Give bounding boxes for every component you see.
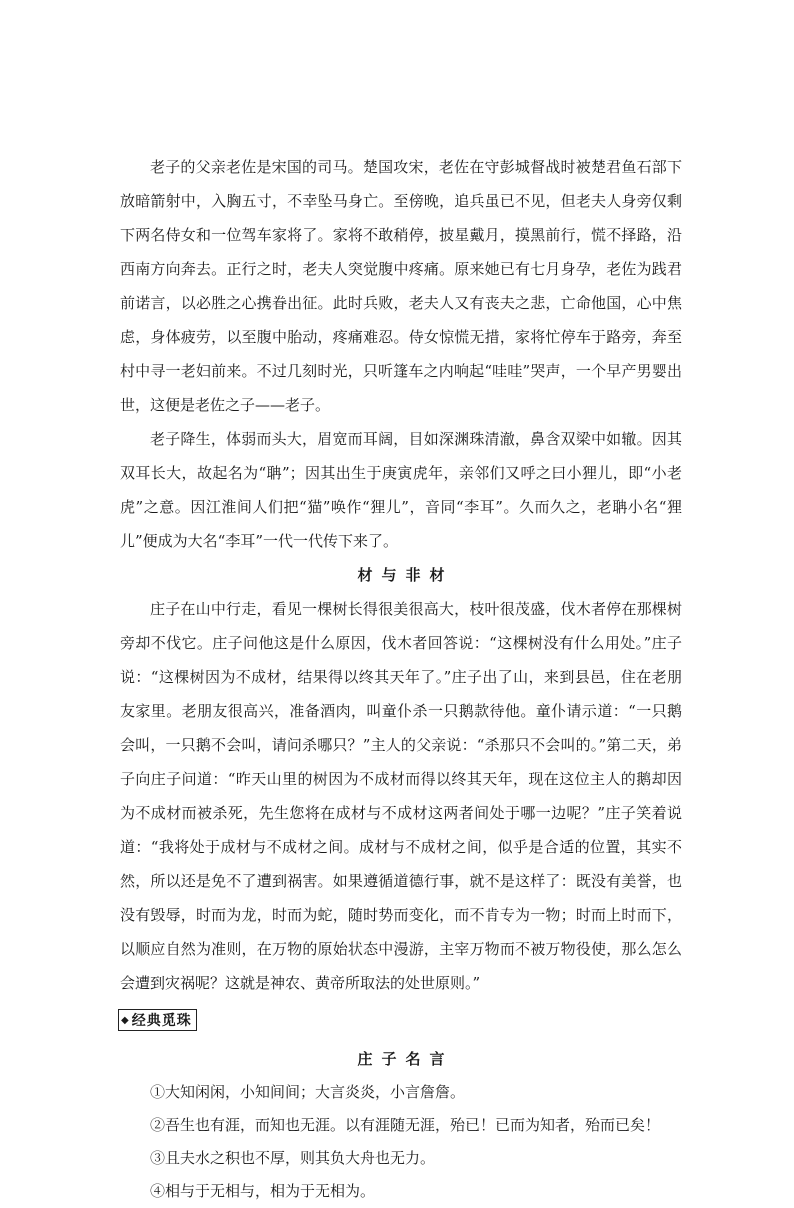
quote-item: ③且夫水之积也不厚，则其负大舟也无力。: [150, 1149, 436, 1167]
quote-item: ④相与于无相与，相为于无相为。: [150, 1182, 376, 1200]
tag-row: [120, 1002, 682, 1036]
section-title-cai-yu-fei-cai: 材与非材: [357, 566, 454, 584]
tag-label: 经典觅珠: [131, 1013, 192, 1029]
document-page: [120, 150, 682, 1208]
diamond-icon: ◆: [121, 1014, 130, 1026]
quote-item: ①大知闲闲，小知间间；大言炎炎，小言詹詹。: [150, 1083, 466, 1101]
quote-item: ②吾生也有涯，而知也无涯。以有涯随无涯，殆已！已而为知者，殆而已矣！: [150, 1116, 661, 1134]
intro-paragraph-2: 老子降生，体弱而头大，眉宽而耳阔，目如深渊珠清澈，鼻含双梁中如辙。因其双耳长大，故起名为“聃”；因其出生于庚寅虎年，亲邻们又呼之曰小狸儿，即“小老虎”之意。因江淮间人们把“猫”唤作“狸儿”，音同“李耳”。久而久之，老聃小名“狸儿”便成为大名“李耳”一代一代传下来了。: [120, 430, 682, 550]
intro-paragraph-1: 老子的父亲老佐是宋国的司马。楚国攻宋，老佐在守彭城督战时被楚君鱼石部下放暗箭射中，入胸五寸，不幸坠马身亡。至傍晚，追兵虽已不见，但老夫人身旁仅剩下两名侍女和一位驾车家将了。家将不敢稍停，披星戴月，摸黑前行，慌不择路，沿西南方向奔去。正行之时，老夫人突觉腹中疼痛。原来她已有七月身孕，老佐为践君前诺言，以必胜之心携眷出征。此时兵败，老夫人又有丧夫之悲，亡命他国，心中焦虑，身体疲劳，以至腹中胎动，疼痛难忍。侍女惊慌无措，家将忙停车于路旁，奔至村中寻一老妇前来。不过几刻时光，只听篷车之内响起“哇哇”哭声，一个早产男婴出世，这便是老佐之子——老子。: [120, 158, 682, 414]
section-title-zhuangzi-mingyan: 庄子名言: [357, 1050, 454, 1068]
section1-paragraph: 庄子在山中行走，看见一棵树长得很美很高大，枝叶很茂盛，伐木者停在那棵树旁却不伐它。庄子问他这是什么原因，伐木者回答说：“这棵树没有什么用处。”庄子说：“这棵树因为不成材，结果得以终其天年了。”庄子出了山，来到县邑，住在老朋友家里。老朋友很高兴，准备酒肉，叫童仆杀一只鹅款待他。童仆请示道：“一只鹅会叫，一只鹅不会叫，请问杀哪只？”主人的父亲说：“杀那只不会叫的。”第二天，弟子向庄子问道：“昨天山里的树因为不成材而得以终其天年，现在这位主人的鹅却因为不成材而被杀死，先生您将在成材与不成材这两者间处于哪一边呢？”庄子笑着说道：“我将处于成材与不成材之间。成材与不成材之间，似乎是合适的位置，其实不然，所以还是免不了遭到祸害。如果遵循道德行事，就不是这样了：既没有美誉，也没有毁辱，时而为龙，时而为蛇，随时势而变化，而不肯专为一物；时而上时而下，以顺应自然为准则，在万物的原始状态中漫游，主宰万物而不被万物役使，那么怎么会遭到灾祸呢？这就是神农、黄帝所取法的处世原则。”: [120, 600, 682, 992]
section-tag-jingdian-mizhu: [118, 1009, 197, 1031]
